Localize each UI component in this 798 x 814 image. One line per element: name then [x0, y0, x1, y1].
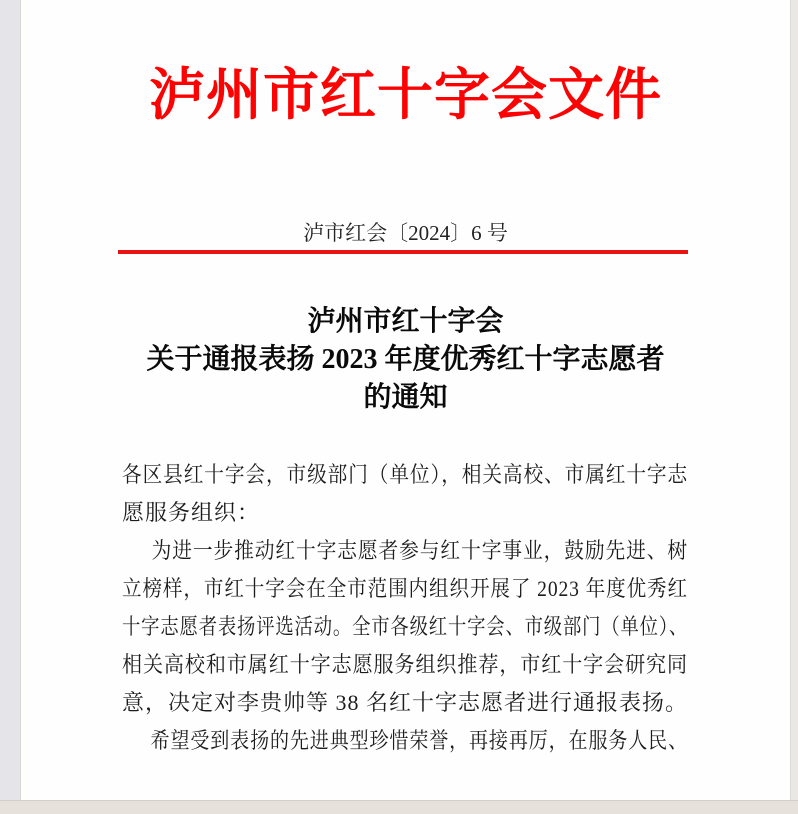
body-line: 各区县红十字会，市级部门（单位），相关高校、市属红十字志	[122, 462, 689, 487]
document-title-line: 泸州市红十字会	[307, 306, 504, 337]
red-header-title: 泸州市红十字会文件	[149, 65, 662, 127]
document-page	[20, 0, 791, 800]
body-line: 意，决定对李贵帅等 38 名红十字志愿者进行通报表扬。	[122, 690, 689, 715]
document-body	[122, 456, 688, 760]
scan-background-right	[791, 0, 798, 800]
body-line: 十字志愿者表扬评选活动。全市各级红十字会、市级部门（单位）、	[122, 614, 689, 639]
body-line: 希望受到表扬的先进典型珍惜荣誉，再接再厉，在服务人民、	[150, 728, 688, 753]
document-number: 泸市红会〔2024〕6 号	[303, 221, 508, 245]
scan-background-bottom	[0, 800, 798, 814]
scan-background-left	[0, 0, 20, 814]
body-line: 立榜样，市红十字会在全市范围内组织开展了 2023 年度优秀红	[122, 576, 688, 601]
body-line: 为进一步推动红十字志愿者参与红十字事业，鼓励先进、树	[151, 538, 689, 563]
body-line: 相关高校和市属红十字志愿服务组织推荐，市红十字会研究同	[122, 652, 688, 677]
document-title-line: 的通知	[363, 382, 448, 413]
red-divider-line	[118, 250, 688, 254]
document-title	[136, 303, 676, 417]
document-title-line: 关于通报表扬 2023 年度优秀红十字志愿者	[146, 344, 665, 375]
body-line: 愿服务组织：	[122, 500, 261, 525]
